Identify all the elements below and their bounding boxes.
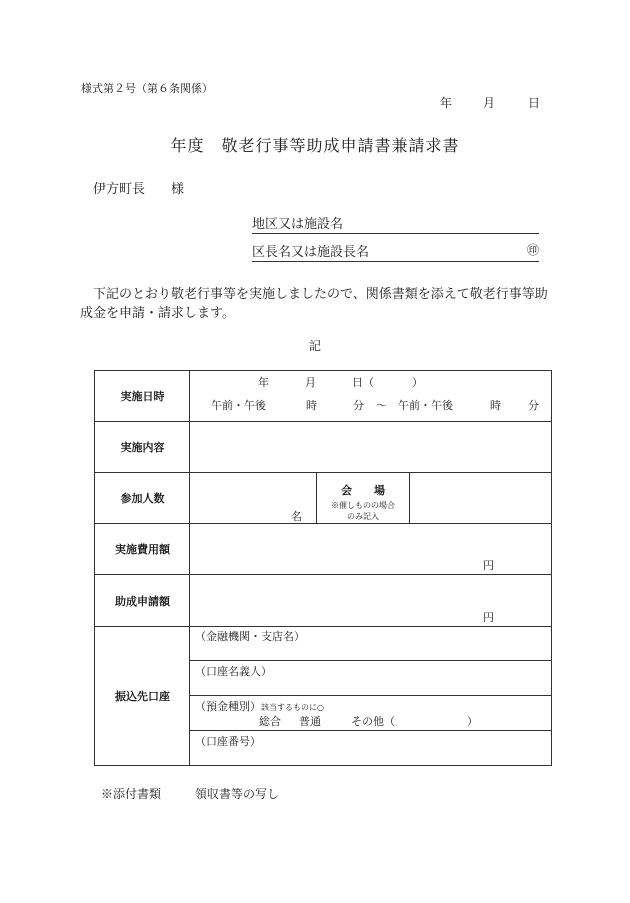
application-table [94, 370, 552, 766]
account-holder-label: （口座名義人） [195, 665, 272, 678]
representative-name-label: 区長名又は施設長名 [252, 245, 370, 260]
datetime-month: 月 [305, 376, 316, 389]
start-hour: 時 [306, 399, 317, 412]
venue-input[interactable] [410, 473, 551, 523]
deposit-type-general[interactable]: 総合 [259, 715, 281, 728]
datetime-label: 実施日時 [120, 390, 165, 403]
participants-label: 参加人数 [120, 492, 165, 505]
venue-note-1: ※催しものの場合 [331, 501, 395, 510]
bank-subrow-divider [190, 660, 551, 661]
deposit-type-other-close: ） [467, 715, 478, 728]
form-number: 様式第２号（第６条関係） [81, 82, 213, 95]
datetime-day: 日（ [352, 376, 374, 389]
participants-unit: 名 [291, 510, 302, 523]
datetime-weekday-close: ） [412, 376, 423, 389]
deposit-type-note: 該当するものに○ [261, 703, 324, 712]
grant-unit: 円 [483, 611, 494, 624]
cost-unit: 円 [483, 559, 494, 572]
grant-label: 助成申請額 [115, 594, 170, 608]
deposit-type-text: （預金種別） [195, 700, 261, 713]
date-month-label: 月 [483, 96, 496, 110]
ki-heading: 記 [308, 339, 321, 353]
end-minute: 分 [528, 399, 539, 412]
district-name-label: 地区又は施設名 [252, 217, 344, 232]
account-number-label: （口座番号） [195, 735, 261, 748]
deposit-type-other[interactable]: その他（ [351, 715, 395, 728]
representative-name-field[interactable] [252, 241, 539, 262]
bank-subrow-divider [190, 695, 551, 696]
datetime-year: 年 [258, 376, 269, 389]
content-label: 実施内容 [120, 441, 165, 454]
deposit-type-ordinary[interactable]: 普通 [299, 715, 321, 728]
declaration-text: 下記のとおり敬老行事等を実施しましたので、関係書類を添えて敬老行事等助成金を申請・請求します。 [80, 287, 548, 321]
attachment-value: 領収書等の写し [195, 787, 280, 801]
content-input[interactable] [190, 422, 551, 472]
start-ampm: 午前・午後 [211, 399, 266, 412]
grant-input[interactable] [190, 575, 551, 626]
district-name-field[interactable] [252, 213, 539, 234]
bank-institution-label: （金融機関・支店名） [195, 630, 305, 643]
date-year-label: 年 [440, 96, 453, 110]
venue-note-2: のみ記入 [347, 512, 379, 521]
venue-label: 会 場 [341, 484, 385, 497]
date-day-label: 日 [528, 96, 541, 110]
deposit-type-label [195, 698, 324, 714]
cost-input[interactable] [190, 524, 551, 574]
end-ampm: 午前・午後 [398, 399, 453, 412]
end-hour: 時 [490, 399, 501, 412]
start-minute: 分 [353, 399, 364, 412]
range-tilde: ～ [376, 399, 387, 412]
bank-account-label: 振込先口座 [115, 690, 170, 703]
addressee: 伊方町長 様 [93, 182, 185, 197]
cost-label: 実施費用額 [115, 543, 170, 556]
bank-subrow-divider [190, 730, 551, 731]
page-title: 年度 敬老行事等助成申請書兼請求書 [170, 136, 460, 155]
attachment-label: ※添付書類 [101, 787, 162, 801]
seal-mark: ㊞ [526, 243, 539, 257]
